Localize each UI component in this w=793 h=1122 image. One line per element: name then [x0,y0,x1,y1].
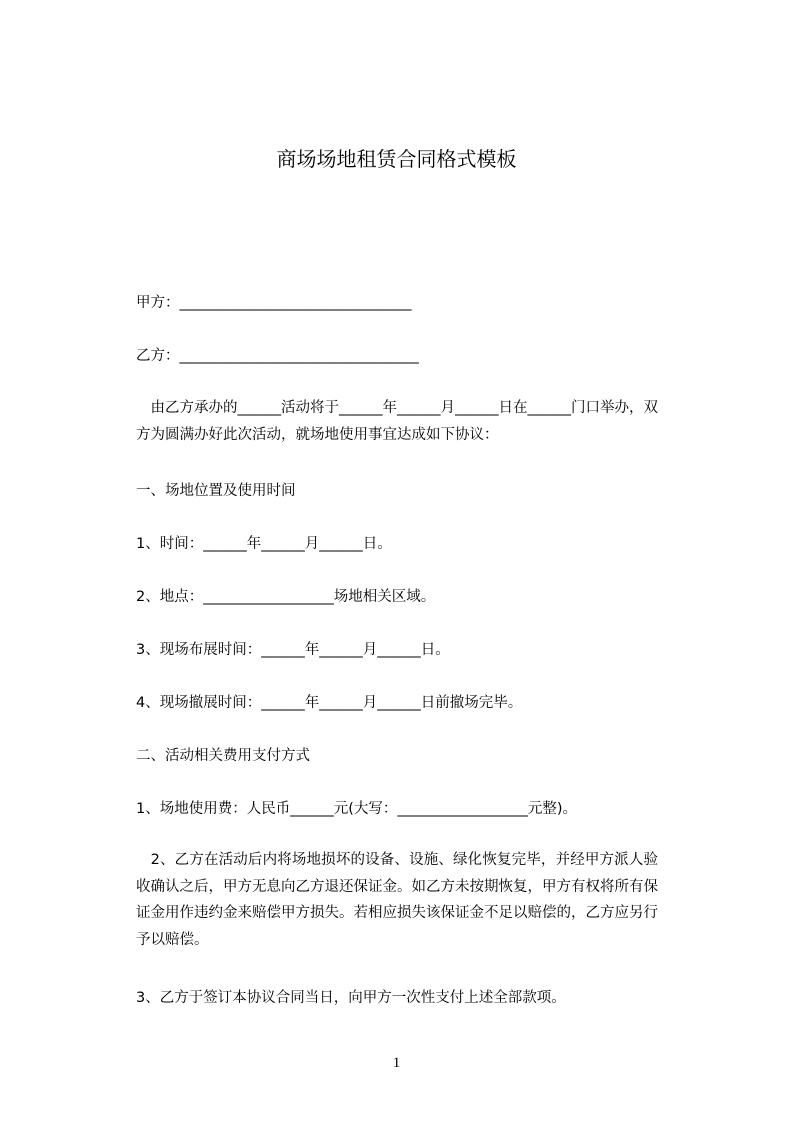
section-1-heading: 一、场地位置及使用时间 [136,483,296,499]
party-b-line: 乙方：_________________________________ [136,348,419,364]
section-2-heading: 二、活动相关费用支付方式 [136,748,310,764]
section-1-item-3: 3、现场布展时间：______年______月______日。 [136,642,450,658]
section-2-item-1: 1、场地使用费：人民币______元(大写：__________________元整)。 [136,801,578,817]
intro-paragraph: 由乙方承办的______活动将于______年______月______日在______门口举办，双方为圆满办好此次活动，就场地使用事宜达成如下协议： [136,400,658,443]
page-number: 1 [392,1055,401,1071]
section-2-item-2: 2、乙方在活动后内将场地损坏的设备、设施、绿化恢复完毕，并经甲方派人验收确认之后，甲方无息向乙方退还保证金。如乙方未按期恢复，甲方有权将所有保证金用作违约金来赔偿甲方损失。若相应损失该保证金不足以赔偿的，乙方应另行予以赔偿。 [136,852,658,948]
section-1-item-2: 2、地点：__________________场地相关区域。 [136,589,436,605]
section-1-item-4: 4、现场撤展时间：______年______月______日前撤场完毕。 [136,695,523,711]
document-title: 商场场地租赁合同格式模板 [276,147,517,171]
section-1-item-1: 1、时间：______年______月______日。 [136,536,392,552]
section-2-item-3: 3、乙方于签订本协议合同当日，向甲方一次性支付上述全部款项。 [136,990,566,1006]
party-a-line: 甲方：________________________________ [136,295,412,311]
